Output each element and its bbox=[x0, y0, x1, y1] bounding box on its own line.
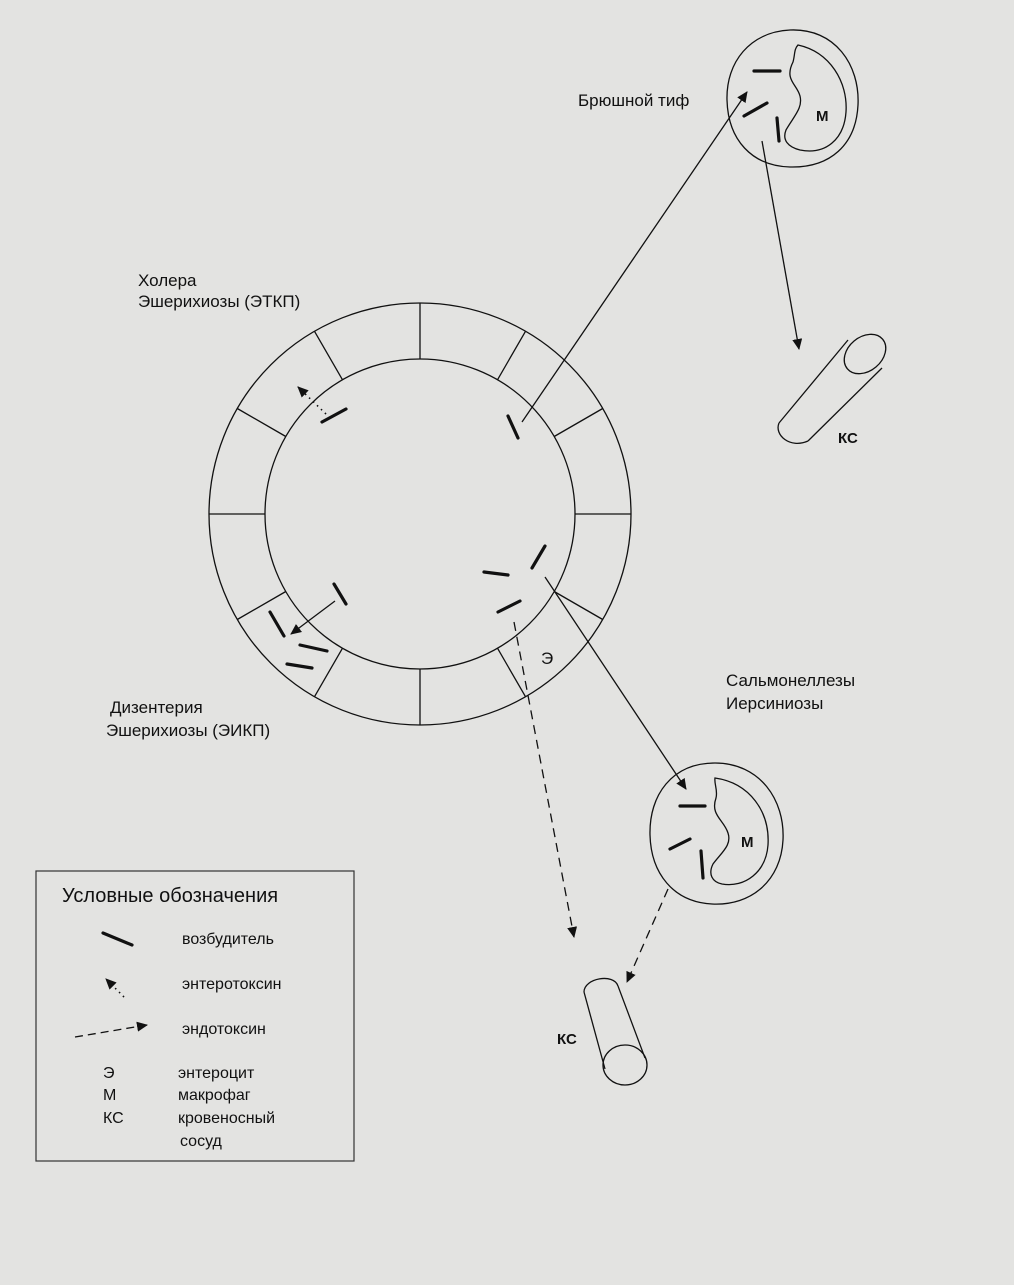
legend-m-abbr: М bbox=[103, 1087, 117, 1104]
arrow-to-macrophage-top bbox=[522, 92, 747, 422]
pathogen-macrophage-bottom-3 bbox=[701, 851, 703, 878]
pathogen-macrophage-bottom-2 bbox=[670, 839, 690, 849]
legend-pathogen-symbol bbox=[103, 933, 132, 945]
pathogen-in-enterocyte-2 bbox=[300, 645, 327, 651]
vessel-top-label: КС bbox=[838, 430, 858, 447]
legend-ks-text-2: сосуд bbox=[180, 1133, 222, 1150]
macrophage-top bbox=[727, 30, 858, 167]
legend-enterotoxin-symbol bbox=[106, 979, 124, 997]
pathogens-in-lumen bbox=[270, 409, 545, 668]
endotoxin-arrow-macrophage bbox=[627, 889, 668, 982]
legend-ks-text-1: кровеносный bbox=[178, 1110, 276, 1127]
legend bbox=[36, 871, 354, 1161]
label-salmonellosis: Сальмонеллезы bbox=[726, 671, 856, 690]
legend-enterotoxin: энтеротоксин bbox=[182, 976, 282, 993]
legend-e-abbr: Э bbox=[103, 1065, 115, 1082]
legend-m-text: макрофаг bbox=[178, 1087, 251, 1104]
pathogen-in-enterocyte-3 bbox=[287, 664, 312, 668]
macrophage-bottom-label: М bbox=[741, 834, 754, 851]
legend-title: Условные обозначения bbox=[62, 885, 279, 907]
macrophage-bottom bbox=[650, 763, 783, 904]
macrophage-top-label: М bbox=[816, 108, 829, 125]
arrow-to-macrophage-bottom bbox=[545, 577, 686, 789]
label-dysentery-escherichiosis: Эшерихиозы (ЭИКП) bbox=[106, 721, 271, 740]
label-cholera: Холера bbox=[138, 271, 197, 290]
pathogen-dysentery bbox=[334, 584, 346, 604]
pathogen-macrophage-top-2 bbox=[744, 103, 767, 116]
vessel-bottom-label: КС bbox=[557, 1031, 577, 1048]
label-cholera-escherichiosis: Эшерихиозы (ЭТКП) bbox=[138, 292, 301, 311]
pathogen-salmonella-3 bbox=[498, 601, 520, 612]
vessel-top bbox=[778, 326, 893, 443]
legend-ks-abbr: КС bbox=[103, 1110, 124, 1127]
legend-endotoxin: эндотоксин bbox=[182, 1021, 266, 1038]
enterocyte-dividers bbox=[209, 303, 631, 725]
vessel-bottom bbox=[584, 978, 647, 1085]
legend-pathogen: возбудитель bbox=[182, 931, 274, 948]
endotoxin-arrow-lumen bbox=[514, 622, 574, 937]
label-typhoid: Брюшной тиф bbox=[578, 91, 690, 110]
arrow-to-vessel-top bbox=[762, 141, 799, 349]
pathogen-typhoid bbox=[508, 416, 518, 438]
pathogen-salmonella-1 bbox=[484, 572, 508, 575]
pathogen-macrophage-top-3 bbox=[777, 118, 779, 141]
legend-endotoxin-symbol bbox=[75, 1025, 147, 1037]
enterotoxin-arrow bbox=[298, 387, 326, 414]
pathogen-cholera bbox=[322, 409, 346, 422]
intestine-ring bbox=[209, 303, 631, 725]
pathogen-salmonella-2 bbox=[532, 546, 545, 568]
pathogen-in-enterocyte-1 bbox=[270, 612, 284, 636]
label-dysentery: Дизентерия bbox=[110, 698, 203, 717]
legend-e-text: энтероцит bbox=[178, 1065, 255, 1082]
invasion-arrow bbox=[291, 601, 335, 634]
label-yersiniosis: Иерсиниозы bbox=[726, 694, 824, 713]
enterocyte-label: Э bbox=[541, 649, 554, 668]
